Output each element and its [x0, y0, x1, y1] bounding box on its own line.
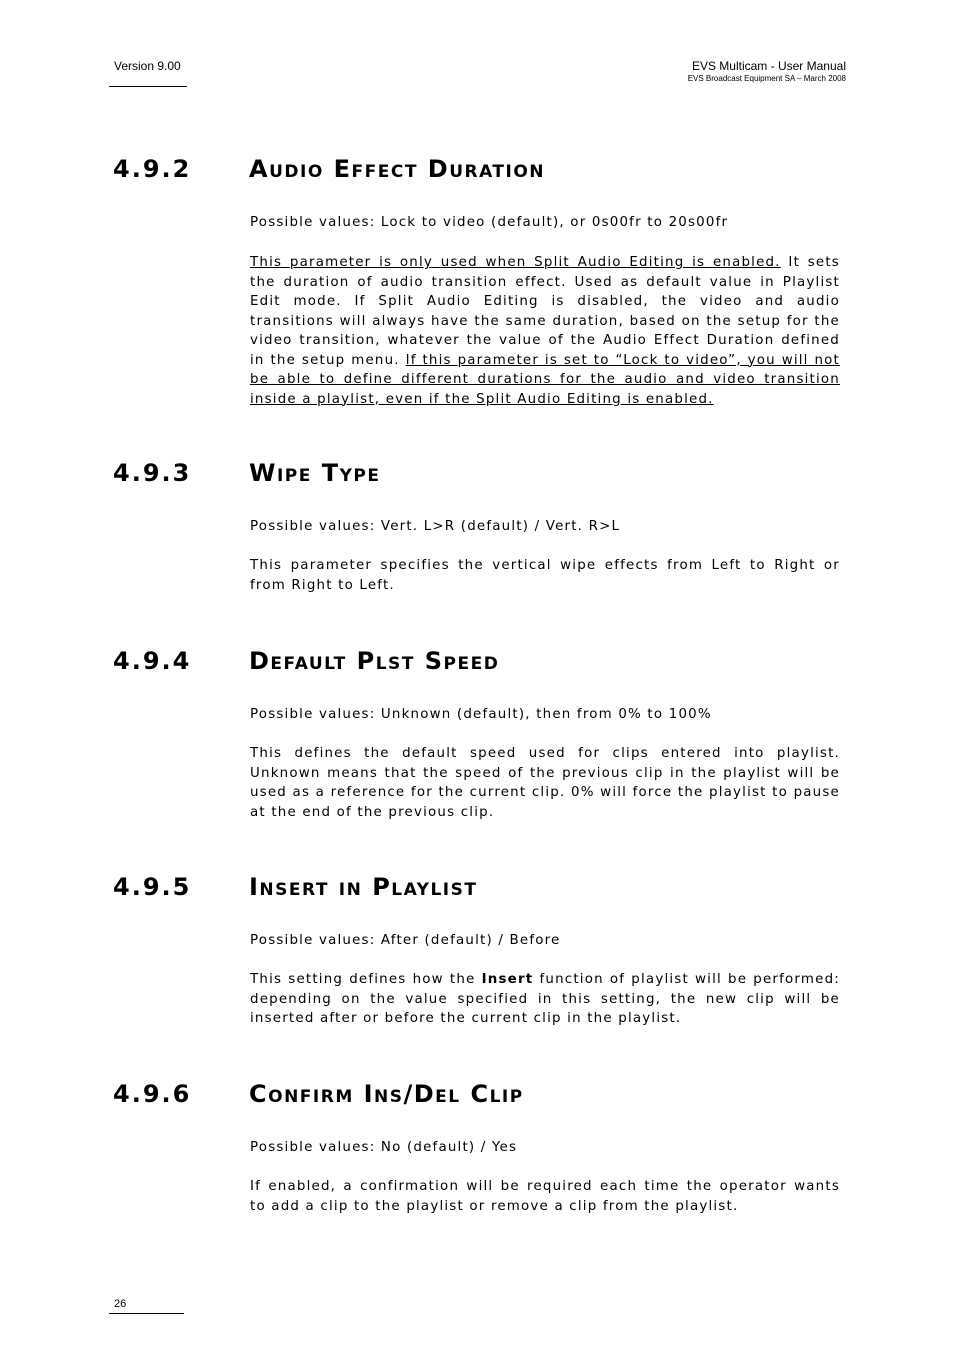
header-right: [688, 59, 846, 84]
section-number: 4.9.6: [113, 1080, 192, 1108]
description-text: function of playlist will be performed: depending on the value specified in this setting, the new clip will be inserted after or before the current clip in the playlist.: [250, 972, 840, 1026]
section-number: 4.9.2: [113, 155, 192, 183]
header-left-rule: [109, 86, 187, 87]
section-number: 4.9.4: [113, 647, 192, 675]
possible-values: Possible values: Unknown (default), then from 0% to 100%: [250, 707, 712, 722]
section-number: 4.9.5: [113, 873, 192, 901]
section-description: This parameter specifies the vertical wipe effects from Left to Right or from Right to Left.: [250, 558, 840, 593]
header-version: Version 9.00: [114, 59, 181, 73]
footer-rule: [109, 1313, 184, 1314]
possible-values: Possible values: After (default) / Before: [250, 933, 561, 948]
header-company-line: EVS Broadcast Equipment SA – March 2008: [687, 74, 846, 83]
section-description: This defines the default speed used for clips entered into playlist. Unknown means that the speed of the previous clip in the playlist will be used as a reference for the current clip. 0% will force the playlist to pause at the end of the previous clip.: [250, 746, 840, 820]
section-number: 4.9.3: [113, 459, 192, 487]
underlined-text: If this parameter is set to “Lock to video”, you will not be able to define different durations for the audio and video transition inside a playlist, even if the Split Audio Editing is enabled.: [250, 352, 840, 407]
possible-values: Possible values: Vert. L>R (default) / Vert. R>L: [250, 519, 621, 534]
section-description: [250, 253, 840, 409]
section-title: Audio Effect Duration: [249, 155, 546, 183]
section-description: If enabled, a confirmation will be required each time the operator wants to add a clip to the playlist or remove a clip from the playlist.: [250, 1179, 840, 1214]
section-title: Wipe Type: [249, 459, 381, 487]
section-title: Default Plst Speed: [249, 647, 500, 675]
page-number: 26: [114, 1298, 127, 1310]
description-text: It sets the duration of audio transition effect. Used as default value in Playlist Edit mode. If Split Audio Editing is disabled, the video and audio transitions will always have the same duration, based on the setup for the video transition, whatever the value of the Audio Effect Duration defined in the setup menu.: [250, 255, 840, 368]
underlined-text: This parameter is only used when Split Audio Editing is enabled.: [250, 255, 781, 270]
possible-values: Possible values: Lock to video (default), or 0s00fr to 20s00fr: [250, 215, 729, 230]
description-text: This setting defines how the: [250, 972, 482, 987]
header-manual-title: EVS Multicam - User Manual: [691, 59, 846, 73]
section-title: Insert in Playlist: [249, 873, 478, 901]
section-description: [250, 970, 840, 1029]
insert-keyword: Insert: [481, 972, 534, 987]
possible-values: Possible values: No (default) / Yes: [250, 1140, 518, 1155]
section-title: Confirm Ins/Del Clip: [249, 1080, 524, 1108]
